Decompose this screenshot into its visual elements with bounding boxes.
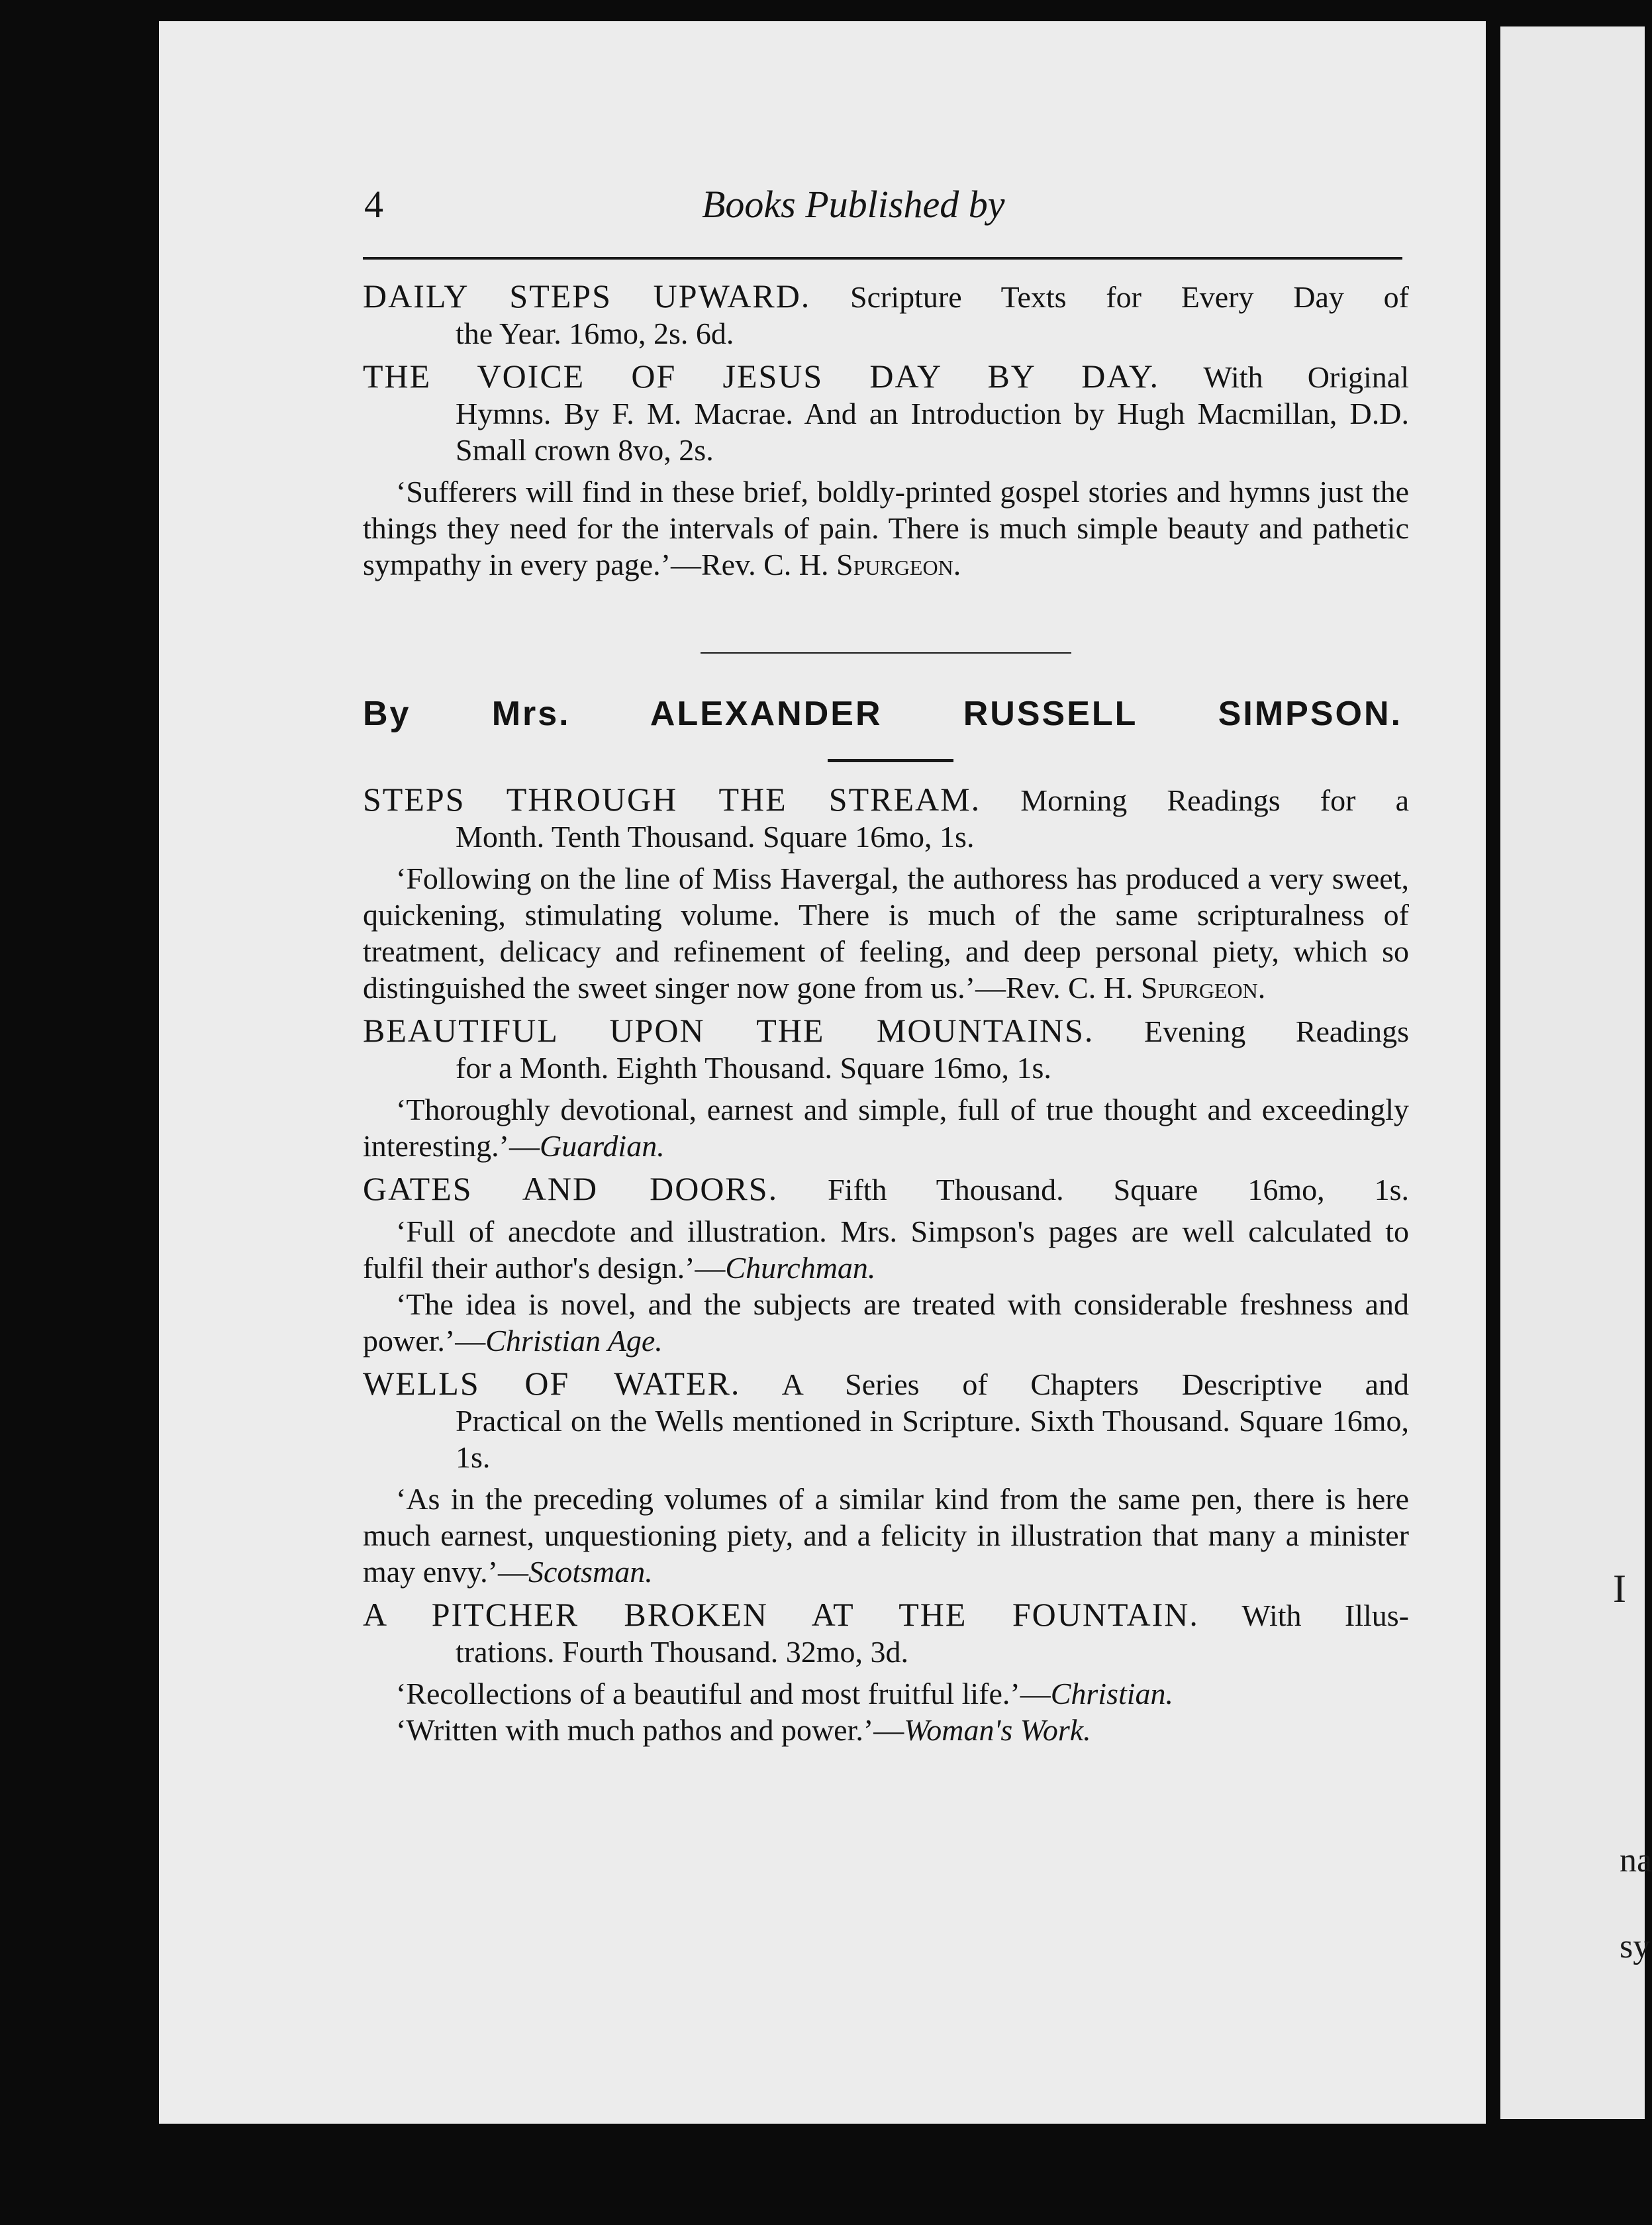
quote-text: ‘Sufferers will find in these brief, boldly-printed gospel stories and hymns just the things they need for the intervals of pain. There is much simple beauty and pathetic sympathy in every page.’—Rev. C. H. bbox=[363, 475, 1409, 581]
book-entry bbox=[363, 1013, 1409, 1164]
quote-source: Spurgeon. bbox=[1140, 971, 1266, 1005]
heading-rule bbox=[828, 759, 953, 762]
book-details: trations. Fourth Thousand. 32mo, 3d. bbox=[456, 1635, 909, 1669]
entry-title-line bbox=[363, 1597, 1409, 1634]
section-divider bbox=[701, 652, 1071, 654]
book-title: DAILY STEPS UPWARD. bbox=[363, 277, 811, 315]
quote-text: ‘Written with much pathos and power.’— bbox=[396, 1713, 904, 1747]
book-title: THE VOICE OF JESUS DAY BY DAY. bbox=[363, 358, 1160, 395]
next-page-fragment: na bbox=[1620, 1842, 1652, 1879]
header-rule bbox=[363, 257, 1402, 260]
book-title: STEPS THROUGH THE STREAM. bbox=[363, 781, 981, 818]
book-subtitle: Evening Readings bbox=[1143, 1014, 1410, 1048]
quote-source: Spurgeon. bbox=[836, 548, 961, 581]
page-number: 4 bbox=[364, 183, 383, 226]
book-details: for a Month. Eighth Thousand. Square 16mo, 1s. bbox=[456, 1051, 1051, 1085]
quote-source: Churchman. bbox=[725, 1251, 876, 1285]
book-details: Month. Tenth Thousand. Square 16mo, 1s. bbox=[456, 820, 975, 854]
review-quote bbox=[363, 1091, 1409, 1164]
running-title: Books Published by bbox=[702, 183, 1005, 226]
review-quote bbox=[363, 1712, 1409, 1748]
book-title: BEAUTIFUL UPON THE MOUNTAINS. bbox=[363, 1012, 1094, 1049]
book-title: WELLS OF WATER. bbox=[363, 1365, 741, 1402]
book-subtitle: A Series of Chapters Descriptive and bbox=[781, 1367, 1409, 1401]
quote-text: ‘Following on the line of Miss Havergal, the authoress has produced a very sweet, quickening, stimulating volume. There is much of the same scripturalness of treatment, delicacy and refinement of feeling, and deep personal piety, which so distinguished the sweet singer now gone from us.’—Rev. C. H. bbox=[363, 862, 1409, 1005]
book-entry bbox=[363, 781, 1409, 1006]
book-details: the Year. 16mo, 2s. 6d. bbox=[456, 317, 734, 350]
review-quote bbox=[363, 473, 1409, 583]
quote-text: ‘Thoroughly devotional, earnest and simple, full of true thought and exceedingly interesting.’— bbox=[363, 1093, 1409, 1163]
book-entry bbox=[363, 358, 1409, 583]
entry-title-line bbox=[363, 1365, 1409, 1403]
book-subtitle: Fifth Thousand. Square 16mo, 1s. bbox=[828, 1173, 1410, 1207]
book-title: GATES AND DOORS. bbox=[363, 1170, 779, 1207]
quote-text: ‘As in the preceding volumes of a similar kind from the same pen, there is here much earnest, unquestioning piety, and a felicity in illustration that many a minister may envy.’— bbox=[363, 1482, 1409, 1589]
book-entry bbox=[363, 1171, 1409, 1359]
review-quote bbox=[363, 860, 1409, 1006]
entry-title-line bbox=[363, 358, 1409, 395]
entry-title-line bbox=[363, 781, 1409, 818]
quote-text: ‘The idea is novel, and the subjects are treated with considerable freshness and power.’— bbox=[363, 1287, 1409, 1358]
book-details: Practical on the Wells mentioned in Scripture. Sixth Thousand. Square 16mo, 1s. bbox=[456, 1404, 1409, 1474]
book-subtitle: Scripture Texts for Every Day of bbox=[850, 280, 1409, 314]
book-entry bbox=[363, 1365, 1409, 1590]
book-entry bbox=[363, 278, 1409, 352]
entry-title-line bbox=[363, 1013, 1409, 1050]
book-subtitle: Morning Readings for a bbox=[1020, 783, 1409, 817]
book-title: A PITCHER BROKEN AT THE FOUNTAIN. bbox=[363, 1596, 1199, 1633]
running-header bbox=[364, 182, 1400, 235]
section-heading: By Mrs. ALEXANDER RUSSELL SIMPSON. bbox=[363, 695, 1402, 733]
adjacent-page bbox=[1500, 26, 1652, 2119]
entry-title-line bbox=[363, 278, 1409, 315]
quote-source: Christian. bbox=[1050, 1677, 1174, 1710]
quote-source: Woman's Work. bbox=[904, 1713, 1091, 1747]
book-subtitle: With Illus- bbox=[1241, 1599, 1410, 1632]
book-subtitle: With Original bbox=[1203, 360, 1409, 394]
book-details: Hymns. By F. M. Macrae. And an Introduction by Hugh Macmillan, D.D. Small crown 8vo, 2s. bbox=[456, 397, 1409, 467]
quote-source: Guardian. bbox=[540, 1129, 665, 1163]
quote-source: Scotsman. bbox=[528, 1555, 653, 1589]
next-page-fragment: I bbox=[1613, 1567, 1626, 1610]
quote-text: ‘Full of anecdote and illustration. Mrs. Simpson's pages are well calculated to fulfil their author's design.’— bbox=[363, 1214, 1409, 1285]
quote-text: ‘Recollections of a beautiful and most fruitful life.’— bbox=[396, 1677, 1051, 1710]
review-quote bbox=[363, 1286, 1409, 1359]
quote-source: Christian Age. bbox=[485, 1324, 663, 1358]
book-entry bbox=[363, 1597, 1409, 1748]
review-quote bbox=[363, 1213, 1409, 1286]
next-page-fragment: sy bbox=[1620, 1928, 1651, 1965]
top-entries bbox=[363, 278, 1409, 589]
section-entries bbox=[363, 781, 1409, 1755]
review-quote bbox=[363, 1675, 1409, 1712]
review-quote bbox=[363, 1481, 1409, 1590]
entry-title-line bbox=[363, 1171, 1409, 1208]
